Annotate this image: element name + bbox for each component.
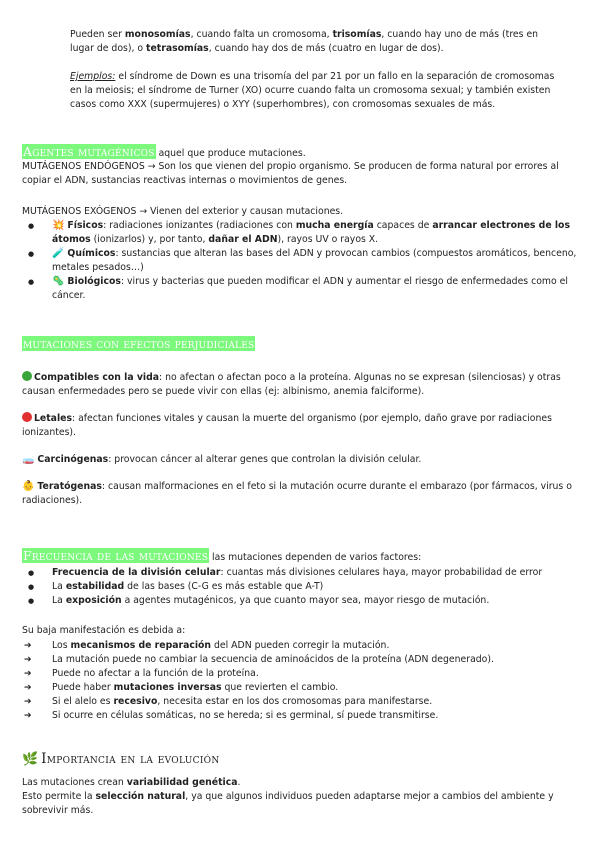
bold-text: Químicos (67, 248, 116, 259)
microbe-icon: 🦠 (52, 276, 65, 287)
frecuencia-heading-rest: las mutaciones dependen de varios factores: (209, 552, 422, 563)
bold-text: mecanismos de reparación (70, 640, 212, 651)
list-item (22, 580, 582, 594)
intro-paragraph-examples (70, 70, 555, 112)
text-run: : radiaciones ionizantes (radiaciones con (103, 220, 296, 231)
bold-text: mucha energía (295, 220, 374, 231)
bold-text: tetrasomías (146, 43, 209, 54)
list-item (22, 639, 582, 653)
text-run: , cuando hay uno de más (tres en lugar de dos), o (70, 29, 539, 54)
text-run: Si ocurre en células somáticas, no se hereda; si es germinal, sí puede transmitirse. (52, 710, 439, 721)
explosion-icon: 💥 (52, 220, 65, 231)
baja-list (22, 639, 582, 723)
baby-icon: 👶 (22, 481, 35, 492)
text-run: a agentes mutagénicos, ya que cuanto mayor sea, mayor riesgo de mutación. (121, 595, 490, 606)
bold-text: Teratógenas (37, 481, 102, 492)
bold-text: variabilidad genética (126, 777, 238, 788)
text-run: Puede haber (52, 682, 114, 693)
text-run: , necesita estar en los dos cromosomas para manifestarse. (157, 696, 433, 707)
efecto-teratogenas (22, 480, 582, 508)
text-run: Pueden ser (70, 29, 125, 40)
list-item (22, 566, 582, 580)
list-item (22, 275, 582, 303)
efecto-compatibles (22, 371, 582, 399)
agentes-list (22, 219, 582, 303)
list-item (22, 695, 582, 709)
exogenos-text: MUTÁGENOS EXÓGENOS → Vienen del exterior y causan mutaciones. (22, 206, 344, 217)
text-run: : no afectan o afectan poco a la proteína. Algunas no se expresan (silenciosas) y otras causan enfermedades pero se puede vivir con ellas (ej: albinismo, anemia falciforme). (22, 372, 561, 397)
herb-icon: 🌿 (22, 752, 39, 767)
baja-manifestacion: Su baja manifestación es debida a: (22, 625, 186, 636)
section-heading-efectos: mutaciones con efectos perjudiciales (23, 336, 255, 351)
section-heading-frecuencia: Frecuencia de las mutaciones (23, 548, 209, 563)
text-run: , cuando falta un cromosoma, (190, 29, 333, 40)
agentes-heading-rest: aquel que produce mutaciones. (155, 148, 306, 159)
section-frecuencia (22, 548, 582, 565)
efecto-carcinogenas (22, 453, 582, 467)
red-circle-icon (22, 412, 32, 422)
text-run: , cuando hay dos de más (cuatro en lugar de dos). (208, 43, 444, 54)
bold-text: Carcinógenas (37, 454, 109, 465)
text-run: : provocan cáncer al alterar genes que controlan la división celular. (108, 454, 422, 465)
text-run: ), rayos UV o rayos X. (277, 234, 379, 245)
list-item (22, 667, 582, 681)
list-item (22, 219, 582, 247)
frecuencia-list (22, 566, 582, 608)
bold-text: Frecuencia de la división celular (52, 567, 221, 578)
list-item (22, 247, 582, 275)
text-run: La (52, 595, 66, 606)
text-run: Los (52, 640, 71, 651)
text-run: que revierten el cambio. (221, 682, 339, 693)
text-run: Esto permite la (22, 791, 96, 802)
list-item (22, 653, 582, 667)
text-run: , ya que algunos individuos pueden adaptarse mejor a cambios del ambiente y sobrevivir más. (22, 791, 554, 816)
section-importancia (22, 752, 582, 768)
text-run: capaces de (373, 220, 433, 231)
efecto-letales (22, 412, 582, 440)
list-item (22, 709, 582, 723)
bold-text: selección natural (95, 791, 186, 802)
text-run: del ADN pueden corregir la mutación. (211, 640, 390, 651)
text-run: : afectan funciones vitales y causan la muerte del organismo (por ejemplo, daño grave por radiaciones ionizantes). (22, 413, 552, 438)
bold-text: Biológicos (67, 276, 121, 287)
bold-text: Letales (34, 413, 72, 424)
importancia-line-2 (22, 790, 582, 818)
section-efectos (22, 336, 582, 353)
text-run: Las mutaciones crean (22, 777, 127, 788)
bold-text: arrancar electrones de los átomos (52, 220, 570, 245)
text-run: : cuantas más divisiones celulares haya, mayor probabilidad de error (220, 567, 543, 578)
petri-dish-icon: 🧫 (22, 454, 35, 465)
bold-text: dañar el ADN (208, 234, 278, 245)
text-run: de las bases (C-G es más estable que A-T) (124, 581, 324, 592)
text-run: Puede no afectar a la función de la proteína. (52, 668, 259, 679)
text-run: (ionizarlos) y, por tanto, (90, 234, 209, 245)
text-run: : sustancias que alteran las bases del ADN y provocan cambios (compuestos aromáticos, benceno, metales pesados…) (52, 248, 577, 273)
list-item (22, 594, 582, 608)
green-circle-icon (22, 371, 32, 381)
test-tube-icon: 🧪 (52, 248, 65, 259)
bold-text: mutaciones inversas (113, 682, 222, 693)
intro-paragraph-1 (70, 28, 555, 56)
section-agentes (22, 144, 582, 161)
bold-text: exposición (65, 595, 122, 606)
bold-text: trisomías (332, 29, 382, 40)
bold-text: recesivo (113, 696, 158, 707)
text-run: La (52, 581, 66, 592)
text-run: . (237, 777, 241, 788)
bold-text: estabilidad (65, 581, 125, 592)
bold-text: Físicos (67, 220, 104, 231)
endogenos-text: MUTÁGENOS ENDÓGENOS → Son los que vienen del propio organismo. Se producen de forma natural por errores al copiar el ADN, sustancias reactivas internas o movimientos de genes. (22, 161, 559, 186)
bold-text: monosomías (124, 29, 191, 40)
text-run: : causan malformaciones en el feto si la mutación ocurre durante el embarazo (por fármacos, virus o radiaciones). (22, 481, 572, 506)
text-run: Ejemplos: (70, 71, 116, 82)
text-run: Si el alelo es (52, 696, 114, 707)
list-item (22, 681, 582, 695)
bold-text: Compatibles con la vida (34, 372, 159, 383)
text-run: el síndrome de Down es una trisomía del par 21 por un fallo en la separación de cromosomas en la meiosis; el síndrome de Turner (XO) ocurre cuando falta un cromosoma sexual; y también existen casos como XXX (supermujeres) o XYY (superhombres), con cromosomas sexuales de más. (70, 71, 555, 110)
section-heading-importancia: Importancia en la evolución (41, 751, 220, 767)
text-run: : virus y bacterias que pueden modificar el ADN y aumentar el riesgo de enfermedades como el cáncer. (52, 276, 568, 301)
importancia-line-1 (22, 776, 582, 790)
text-run: La mutación puede no cambiar la secuencia de aminoácidos de la proteína (ADN degenerado). (52, 654, 494, 665)
section-heading-agentes: Agentes mutagénicos (23, 144, 155, 159)
